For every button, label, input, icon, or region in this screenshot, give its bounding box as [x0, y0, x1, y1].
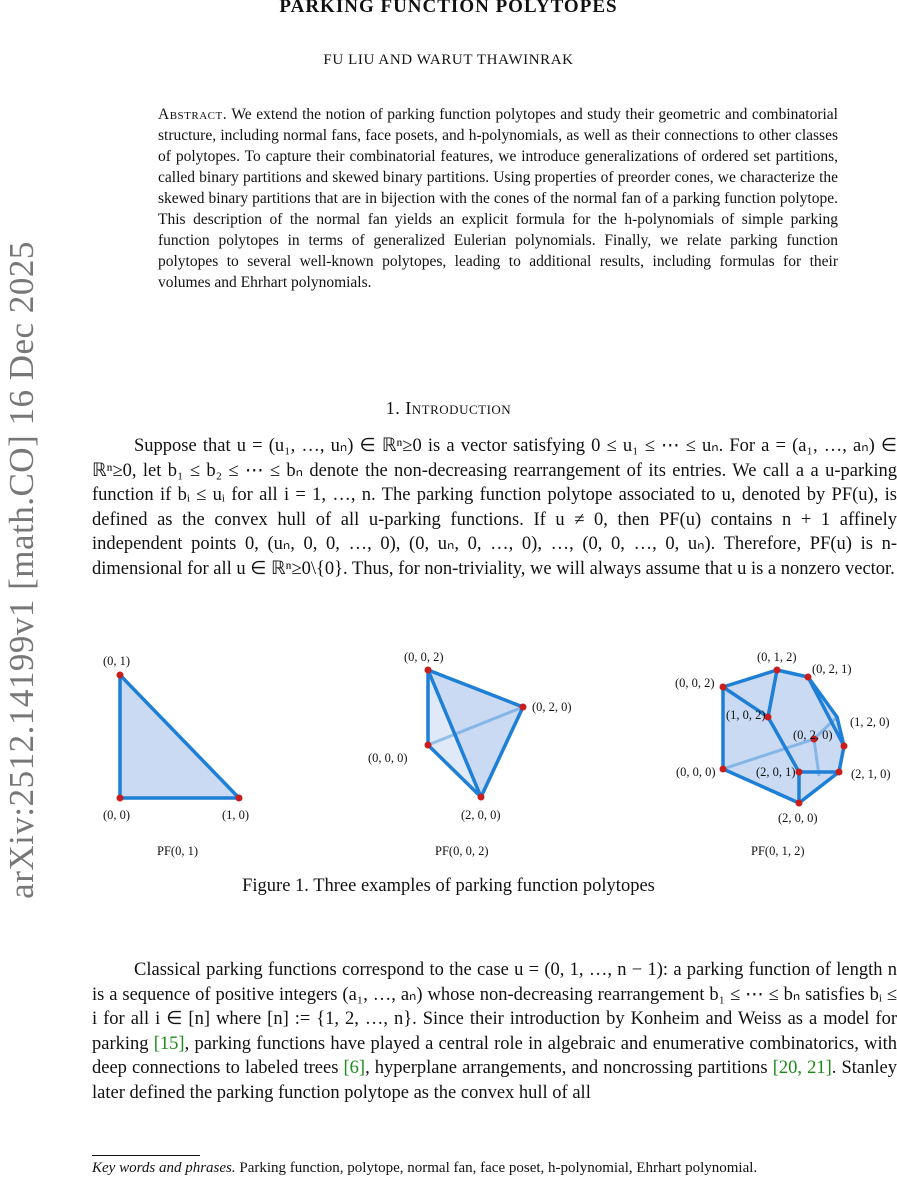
- abstract-label: Abstract.: [158, 106, 228, 123]
- pf012-vertex-label: (2, 0, 0): [778, 811, 818, 825]
- pf01-vertex-label: (0, 1): [103, 654, 131, 668]
- figure-1-drawing: [0, 640, 897, 870]
- footnote-text: Parking function, polytope, normal fan, face poset, h-polynomial, Ehrhart polynomial.: [235, 1160, 758, 1176]
- arxiv-identifier: arXiv:2512.14199v1 [math.CO] 16 Dec 2025: [2, 241, 41, 899]
- polytope-pf-01: [103, 654, 249, 858]
- pf01-panel-label: PF(0, 1): [157, 844, 198, 858]
- intro-paragraph-2: [92, 958, 897, 1106]
- pf012-vertex-label: (2, 1, 0): [851, 767, 891, 781]
- pf01-vertex: [236, 795, 243, 802]
- footnote: [92, 1158, 897, 1178]
- section-heading: 1. Introduction: [385, 398, 512, 418]
- pf012-vertex-label: (1, 2, 0): [850, 715, 890, 729]
- intro-paragraph-2-text: [92, 958, 897, 1106]
- intro-paragraph-1: [92, 434, 897, 582]
- pf012-vertex-label: (1, 0, 2): [726, 708, 766, 722]
- pf012-vertex: [841, 743, 848, 750]
- footnote-label: Key words and phrases.: [92, 1160, 236, 1176]
- polytope-pf-002: [368, 650, 572, 858]
- pf012-vertex-label: (0, 1, 2): [757, 650, 797, 664]
- pf012-vertex: [720, 766, 727, 773]
- abstract-text: We extend the notion of parking function polytopes and study their geometric and combinatorial structure, including normal fans, face posets, and h-polynomials, as well as their connections to other classes of polytopes. To capture their combinatorial features, we introduce generalizations of ordered set partitions, called binary partitions and skewed binary partitions. Using properties of preorder cones, we characterize the skewed binary partitions that are in bijection with the cones of the normal fan of a parking function polytope. This description of the normal fan yields an explicit formula for the h-polynomials of simple parking function polytopes in terms of generalized Eulerian polynomials. Finally, we relate parking function polytopes to several well-known polytopes, leading to additional results, including formulas for their volumes and Ehrhart polynomials.: [158, 106, 838, 291]
- footnote-rule: [92, 1155, 200, 1156]
- pf012-vertex-label: (2, 0, 1): [756, 765, 796, 779]
- pf012-vertex: [836, 769, 843, 776]
- p2-text-d: . Stanley later defined the parking function polytope as the convex hull of all: [92, 1058, 897, 1103]
- pf012-vertex: [774, 667, 781, 674]
- p2-text-c: , hyperplane arrangements, and noncrossing partitions: [365, 1058, 773, 1079]
- p2-text-a: Classical parking functions correspond to the case u = (0, 1, …, n − 1): a parking function of length n is a sequence of positive integers (a₁, …, aₙ) whose non-decreasing rearrangement b₁ ≤ ⋯ ≤ bₙ satisfies bᵢ ≤ i for all i ∈ [n] where [n] := {1, 2, …, n}. Since their introduction by Konheim and Weiss as a model for parking: [92, 960, 897, 1054]
- pf002-vertex: [478, 794, 485, 801]
- pf012-panel-label: PF(0, 1, 2): [751, 844, 805, 858]
- pf002-vertex-label: (0, 0, 2): [404, 650, 444, 664]
- pf01-vertex: [117, 672, 124, 679]
- paper-title: PARKING FUNCTION POLYTOPES: [279, 0, 618, 17]
- citation-20-21[interactable]: [20, 21]: [772, 1058, 832, 1079]
- pf012-vertex: [796, 800, 803, 807]
- pf01-vertex: [117, 795, 124, 802]
- pf002-vertex-label: (2, 0, 0): [461, 808, 501, 822]
- pf012-vertex-label: (0, 2, 0): [793, 728, 833, 742]
- pf002-vertex-label: (0, 2, 0): [532, 700, 572, 714]
- citation-15[interactable]: [15]: [153, 1033, 185, 1054]
- pf01-vertex-label: (0, 0): [103, 808, 131, 822]
- pf012-vertex-label: (0, 2, 1): [812, 662, 852, 676]
- intro-paragraph-1-text: Suppose that u = (u₁, …, uₙ) ∈ ℝⁿ≥0 is a vector satisfying 0 ≤ u₁ ≤ ⋯ ≤ uₙ. For a = (a₁, …, aₙ) ∈ ℝⁿ≥0, let b₁ ≤ b₂ ≤ ⋯ ≤ bₙ denote the non-decreasing rearrangement of its entries. We call a a u-parking function if bᵢ ≤ uᵢ for all i = 1, …, n. The parking function polytope associated to u, denoted by PF(u), is defined as the convex hull of all u-parking functions. If u ≠ 0, then PF(u) contains n + 1 affinely independent points 0, (uₙ, 0, 0, …, 0), (0, uₙ, 0, …, 0), …, (0, 0, …, 0, uₙ). Therefore, PF(u) is n-dimensional for all u ∈ ℝⁿ≥0\{0}. Thus, for non-triviality, we will always assume that u is a nonzero vector.: [92, 436, 897, 579]
- pf012-vertex: [796, 769, 803, 776]
- paper-authors: FU LIU AND WARUT THAWINRAK: [323, 52, 574, 68]
- pf002-vertex: [425, 742, 432, 749]
- figure-caption: Figure 1. Three examples of parking function polytopes: [242, 876, 655, 896]
- citation-6[interactable]: [6]: [343, 1058, 366, 1079]
- polytope-pf-012: [675, 650, 891, 858]
- pf002-panel-label: PF(0, 0, 2): [435, 844, 489, 858]
- figure-1: [0, 640, 897, 870]
- p2-text-b: , parking functions have played a central role in algebraic and enumerative combinatorics, with deep connections to labeled trees: [92, 1033, 897, 1079]
- pf002-vertex: [425, 667, 432, 674]
- pf01-vertex-label: (1, 0): [222, 808, 250, 822]
- pf012-vertex-label: (0, 0, 2): [675, 676, 715, 690]
- pf002-vertex: [520, 704, 527, 711]
- pf012-vertex: [805, 674, 812, 681]
- abstract: [158, 104, 838, 293]
- pf002-vertex-label: (0, 0, 0): [368, 751, 408, 765]
- pf012-vertex-label: (0, 0, 0): [676, 765, 716, 779]
- pf012-vertex: [720, 684, 727, 691]
